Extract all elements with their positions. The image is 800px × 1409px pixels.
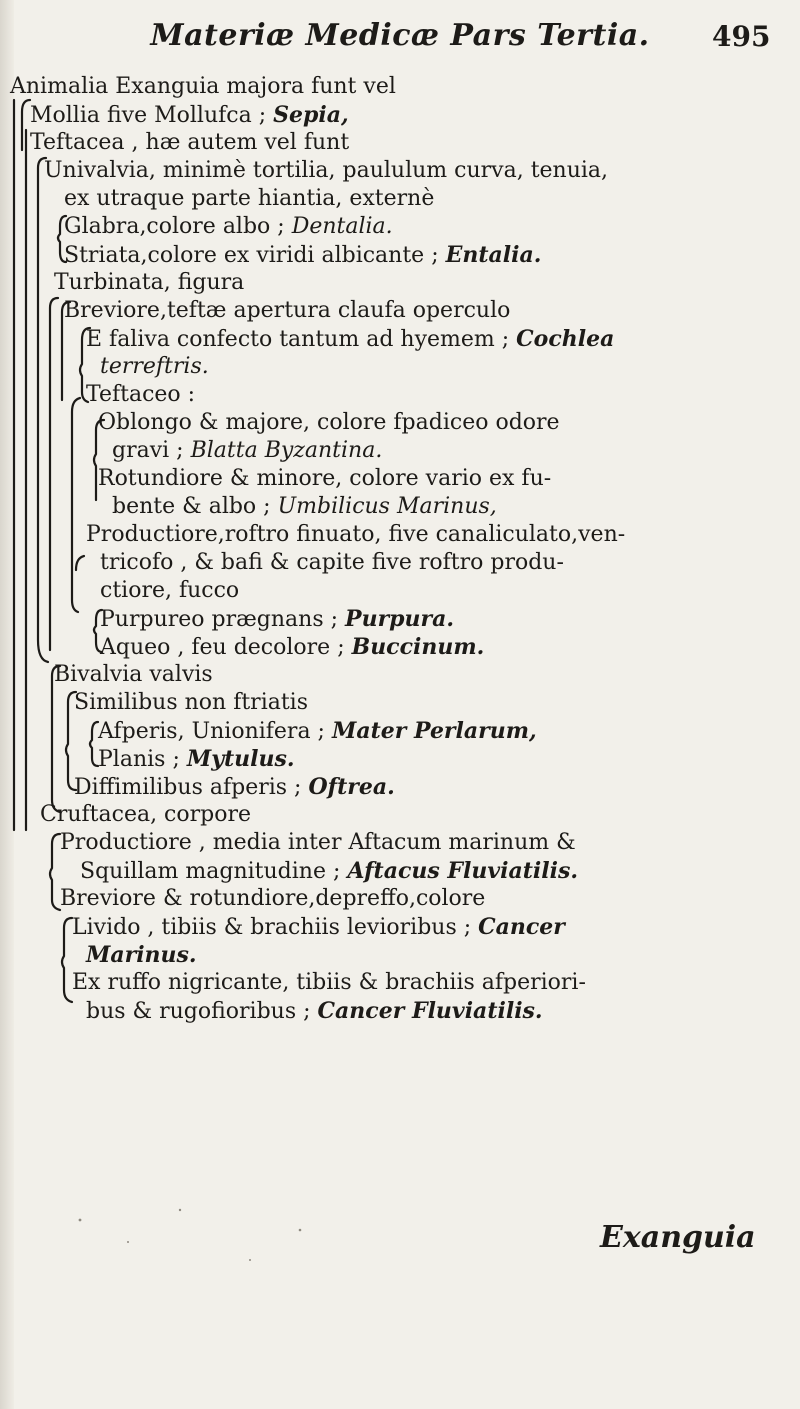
text-line: Planis ; Mytulus. — [98, 746, 295, 772]
text-line: tricofo , & bafi & capite five roftro produ- — [100, 550, 564, 575]
catchword: Exanguia — [600, 1220, 756, 1255]
text-line: Animalia Exanguia majora funt vel — [10, 74, 396, 99]
text-line: bus & rugofioribus ; Cancer Fluviatilis. — [86, 998, 543, 1024]
text-line: ex utraque parte hiantia, externè — [64, 186, 435, 211]
paper-speckle — [40, 1180, 340, 1300]
page-number: 495 — [712, 20, 771, 53]
text-line: Livido , tibiis & brachiis levioribus ; Cancer — [72, 914, 565, 940]
text-line: Marinus. — [86, 942, 197, 968]
text-line: Univalvia, minimè tortilia, paululum curva, tenuia, — [44, 158, 609, 183]
text-line: Turbinata, figura — [54, 270, 245, 295]
text-line: terreftris. — [100, 354, 209, 379]
text-line: Bivalvia valvis — [54, 662, 213, 687]
text-line: Diffimilibus afperis ; Oftrea. — [74, 774, 395, 800]
text-line: Cruftacea, corpore — [40, 802, 252, 827]
text-line: Teftacea , hæ autem vel funt — [30, 130, 350, 155]
text-line: Ex ruffo nigricante, tibiis & brachiis afperiori- — [72, 970, 586, 995]
text-line: E faliva confecto tantum ad hyemem ; Cochlea — [86, 326, 615, 352]
text-line: ctiore, fucco — [100, 578, 240, 603]
text-line: Productiore,roftro finuato, five canaliculato,ven- — [86, 522, 626, 547]
text-line: Breviore,teftæ apertura claufa operculo — [64, 298, 511, 323]
text-line: Afperis, Unionifera ; Mater Perlarum, — [98, 718, 537, 744]
text-line: gravi ; Blatta Byzantina. — [112, 438, 383, 463]
text-line: Squillam magnitudine ; Aftacus Fluviatilis. — [80, 858, 579, 884]
text-line: Mollia five Mollufca ; Sepia, — [30, 102, 349, 128]
text-line: Similibus non ftriatis — [74, 690, 309, 715]
running-title: Materiæ Medicæ Pars Tertia. — [150, 18, 650, 53]
text-line: Striata,colore ex viridi albicante ; Entalia. — [64, 242, 542, 268]
text-line: Productiore , media inter Aftacum marinum & — [60, 830, 576, 855]
text-line: Glabra,colore albo ; Dentalia. — [64, 214, 393, 239]
text-line: Aqueo , feu decolore ; Buccinum. — [100, 634, 485, 660]
text-line: Breviore & rotundiore,depreffo,colore — [60, 886, 486, 911]
text-line: Teftaceo : — [86, 382, 196, 407]
text-line: Purpureo prægnans ; Purpura. — [100, 606, 455, 632]
text-line: Rotundiore & minore, colore vario ex fu- — [98, 466, 552, 491]
text-line: Oblongo & majore, colore fpadiceo odore — [98, 410, 560, 435]
text-line: bente & albo ; Umbilicus Marinus, — [112, 494, 497, 519]
